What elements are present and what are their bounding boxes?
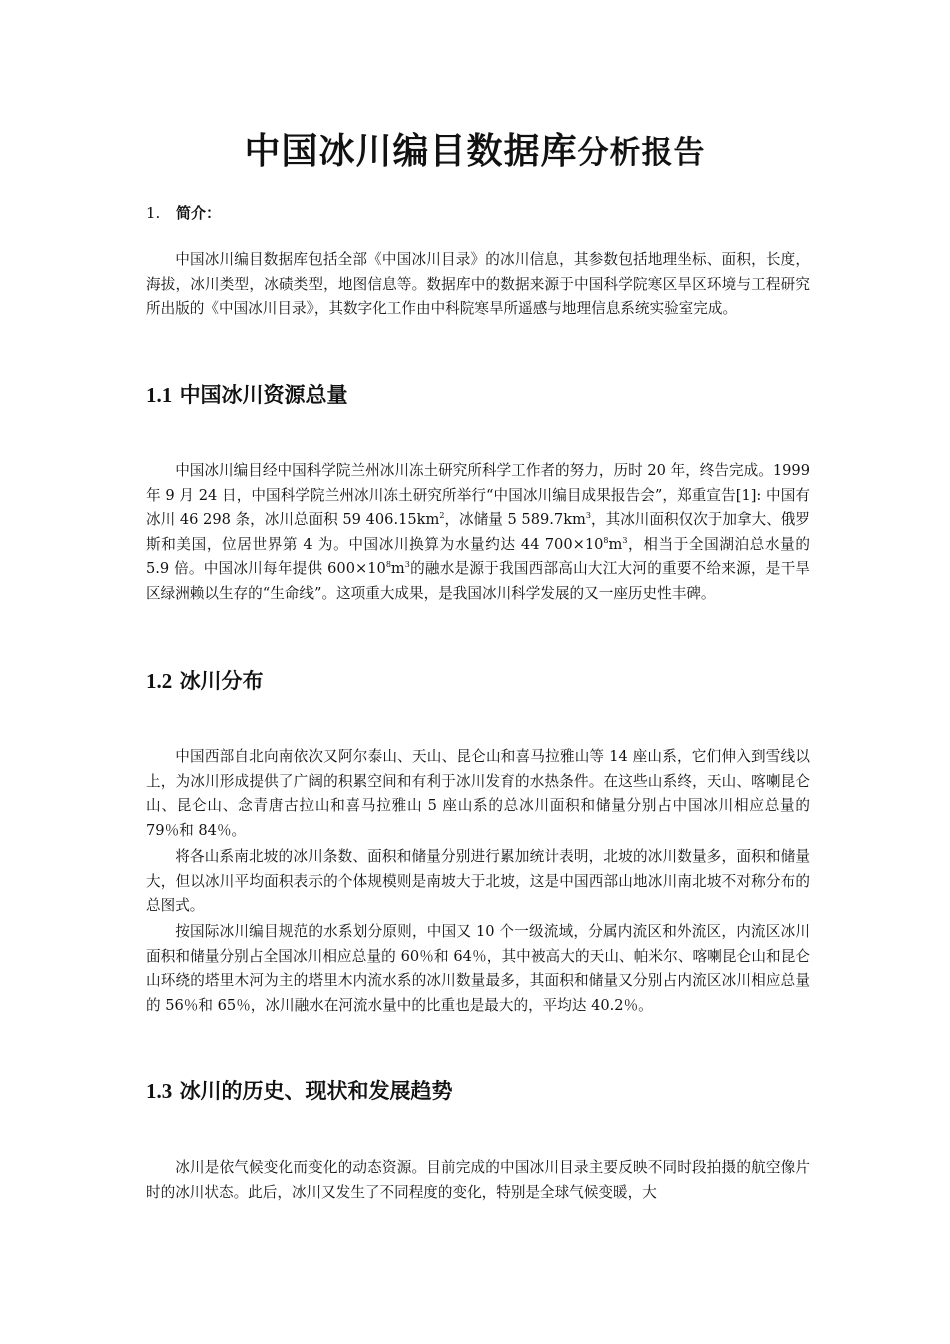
section-number: 1.2 [146, 669, 173, 693]
text-run: m [390, 560, 405, 578]
section-number: 1. [146, 204, 161, 222]
text-run: ，冰储量 5 589.7km [444, 511, 586, 529]
title-main: 中国冰川编目数据库 [244, 131, 578, 172]
superscript: 3 [585, 511, 591, 521]
section-1-1-paragraph [146, 459, 810, 607]
section-1-2-paragraph-3: 按国际冰川编目规范的水系划分原则，中国又 10 个一级流域，分属内流区和外流区，内流区冰川面积和储量分别占全国冰川相应总量的 60％和 64％，其中被高大的天山、帕米尔、喀喇昆仑山和昆仑山环绕的塔里木河为主的塔里木内流水系的冰川数量最多，其面积和储量又分别占内流区冰川相应总量的 56％和 65％，冰川融水在河流水量中的比重也是最大的，平均达 40.2％。 [146, 923, 810, 1014]
section-number: 1.3 [146, 1079, 173, 1103]
text-run: ，其冰川面积仅次于加拿大、俄罗斯和美国，位居世界第 4 为。中国冰川换算为水量约达 44 700×10 [146, 511, 810, 553]
section-number: 1.1 [146, 383, 173, 407]
section-1-2-heading [146, 665, 264, 697]
superscript: 3 [622, 535, 628, 545]
section-1-2-paragraph-1: 中国西部自北向南依次又阿尔泰山、天山、昆仑山和喜马拉雅山等 14 座山系，它们伸入到雪线以上，为冰川形成提供了广阔的积累空间和有利于冰川发育的水热条件。在这些山系终，天山、喀喇昆仑山、昆仑山、念青唐古拉山和喜马拉雅山 5 座山系的总冰川面积和储量分别占中国冰川相应总量的 79％和 84％。 [146, 748, 810, 839]
superscript: 2 [439, 511, 445, 521]
superscript: 8 [603, 535, 609, 545]
text-run: m [608, 535, 623, 553]
section-intro-heading [146, 199, 221, 227]
section-1-2-paragraph-2: 将各山系南北坡的冰川条数、面积和储量分别进行累加统计表明，北坡的冰川数量多，面积和储量大，但以冰川平均面积表示的个体规模则是南坡大于北坡，这是中国西部山地冰川南北坡不对称分布的总图式。 [146, 848, 810, 915]
text-run: ，相当于全国湖泊总水量的 5.9 倍。中国冰川每年提供 600×10 [146, 535, 810, 578]
section-title: 冰川的历史、现状和发展趋势 [179, 1078, 453, 1103]
text-run: 中国冰川编目经中国科学院兰州冰川冻土研究所科学工作者的努力，历时 20 年，终告完成。1999 年 9 月 24 日，中国科学院兰州冰川冻土研究所举行“中国冰川编目成果报告会”，郑重宣告[1]: 中国有冰川 46 298 条，冰川总面积 59 406.15km [146, 462, 810, 529]
section-1-1-heading [146, 379, 348, 411]
text-run: 的融水是源于我国西部高山大江大河的重要不给来源，是干旱区绿洲赖以生存的“生命线”。这项重大成果，是我国冰川科学发展的又一座历史性丰碑。 [146, 560, 811, 602]
section-1-3-paragraph-1: 冰川是依气候变化而变化的动态资源。目前完成的中国冰川目录主要反映不同时段拍摄的航空像片时的冰川状态。此后，冰川又发生了不同程度的变化，特别是全球气候变暖，大 [146, 1159, 810, 1201]
superscript: 8 [385, 560, 391, 570]
intro-paragraph: 中国冰川编目数据库包括全部《中国冰川目录》的冰川信息，其参数包括地理坐标、面积，长度，海拔，冰川类型，冰碛类型，地图信息等。数据库中的数据来源于中国科学院寒区旱区环境与工程研究所出版的《中国冰川目录》，其数字化工作由中科院寒旱所遥感与地理信息系统实验室完成。 [146, 251, 810, 318]
section-title: 中国冰川资源总量 [179, 382, 348, 407]
title-tail: 分析报告 [577, 135, 706, 171]
page-title [0, 124, 950, 181]
section-heading-text: 简介： [176, 204, 222, 222]
section-title: 冰川分布 [179, 668, 264, 693]
superscript: 3 [404, 560, 410, 570]
section-1-3-heading [146, 1075, 453, 1107]
